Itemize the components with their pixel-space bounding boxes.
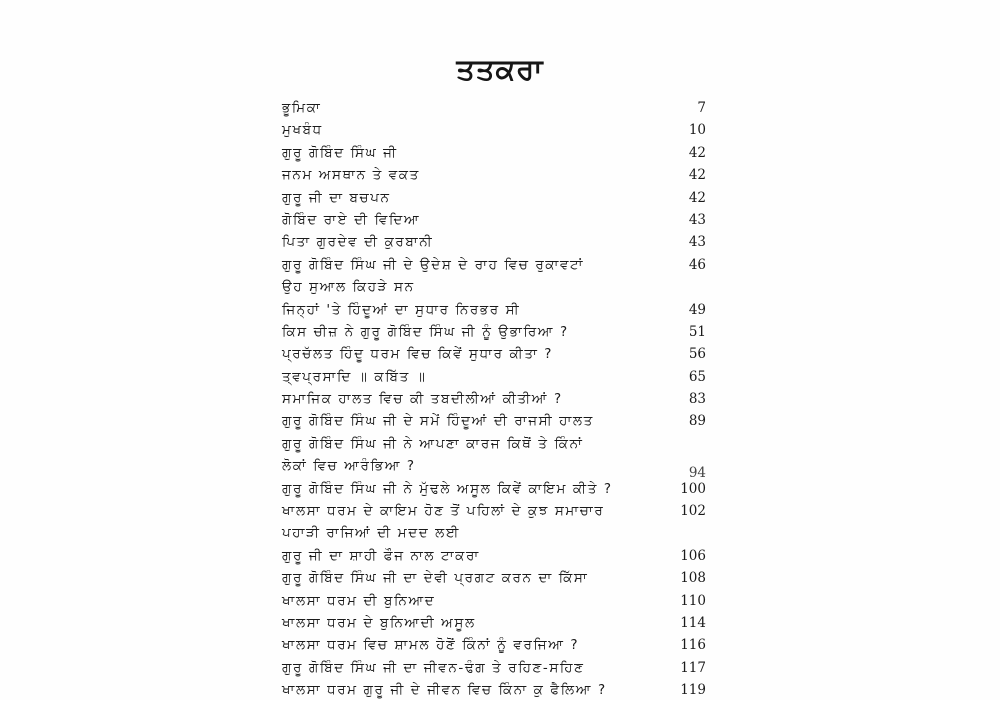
toc-entry-label: ਜਿਨ੍ਹਾਂ 'ਤੇ ਹਿੰਦੂਆਂ ਦਾ ਸੁਧਾਰ ਨਿਰਭਰ ਸੀ (282, 301, 521, 318)
toc-entry (282, 254, 706, 276)
toc-entry-label: ਸਮਾਜਿਕ ਹਾਲਤ ਵਿਚ ਕੀ ਤਬਦੀਲੀਆਂ ਕੀਤੀਆਂ ? (282, 391, 563, 408)
toc-entry (282, 634, 706, 656)
toc-entry (282, 679, 706, 701)
toc-entry-label: ਗੁਰੂ ਗੋਬਿੰਦ ਸਿੰਘ ਜੀ (282, 144, 398, 161)
toc-entry-label: ਮੁਖਬੰਧ (282, 122, 323, 139)
toc-entry-label: ਖਾਲਸਾ ਧਰਮ ਗੁਰੂ ਜੀ ਦੇ ਜੀਵਨ ਵਿਚ ਕਿੰਨਾ ਕੁ ਫੈਲਿਆ ? (282, 682, 607, 699)
toc-entry-label: ਗੁਰੂ ਜੀ ਦਾ ਸ਼ਾਹੀ ਫੌਜ ਨਾਲ ਟਾਕਰਾ (282, 547, 480, 564)
toc-entry-page-number: 7 (697, 100, 706, 116)
toc-entry-page-number: 116 (680, 637, 706, 654)
toc-entry-label: ਜਨਮ ਅਸਥਾਨ ਤੇ ਵਕਤ (282, 167, 420, 184)
toc-entry-page-number: 10 (688, 122, 706, 139)
toc-entry-label: ਖਾਲਸਾ ਧਰਮ ਦੀ ਬੁਨਿਆਦ (282, 592, 436, 609)
toc-entry-page-number: 42 (688, 144, 706, 161)
toc-entry (282, 545, 706, 567)
toc-entry (282, 478, 706, 500)
toc-entry-page-number: 110 (680, 592, 706, 609)
toc-entry-label: ਗੁਰੂ ਗੋਬਿੰਦ ਸਿੰਘ ਜੀ ਦੇ ਸਮੇਂ ਹਿੰਦੂਆਂ ਦੀ ਰਾਜਸੀ ਹਾਲਤ (282, 413, 594, 430)
toc-entry (282, 657, 706, 679)
toc-entry-page-number: 108 (680, 570, 706, 587)
toc-entry (282, 209, 706, 231)
toc-entry-label: ਪਹਾੜੀ ਰਾਜਿਆਂ ਦੀ ਮਦਦ ਲਈ (282, 525, 461, 542)
toc-entry-label: ਖਾਲਸਾ ਧਰਮ ਵਿਚ ਸ਼ਾਮਲ ਹੋਣੋਂ ਕਿੰਨਾਂ ਨੂੰ ਵਰਜਿਆ ? (282, 637, 580, 654)
toc-entry (282, 366, 706, 388)
toc-entry-page-number: 119 (680, 682, 706, 699)
toc-entry (282, 299, 706, 321)
toc-entry-label: ਗੁਰੂ ਗੋਬਿੰਦ ਸਿੰਘ ਜੀ ਦਾ ਜੀਵਨ-ਢੰਗ ਤੇ ਰਹਿਣ-ਸਹਿਣ (282, 659, 585, 676)
toc-entry (282, 500, 706, 522)
toc-entry (282, 187, 706, 209)
toc-entry-label: ਗੋਬਿੰਦ ਰਾਏ ਦੀ ਵਿਦਿਆ (282, 211, 421, 228)
toc-entry (282, 321, 706, 343)
toc-entry-page-number: 42 (688, 189, 706, 206)
toc-entry-page-number: 100 (680, 480, 706, 497)
toc-entry-label: ਉਹ ਸੁਆਲ ਕਿਹੜੇ ਸਨ (282, 279, 415, 296)
toc-entry-page-number: 43 (688, 211, 706, 228)
toc-entry-label: ਗੁਰੂ ਗੋਬਿੰਦ ਸਿੰਘ ਜੀ ਨੇ ਮੁੱਢਲੇ ਅਸੂਲ ਕਿਵੇਂ ਕਾਇਮ ਕੀਤੇ ? (282, 480, 613, 497)
toc-entry-label: ਕਿਸ ਚੀਜ਼ ਨੇ ਗੁਰੂ ਗੋਬਿੰਦ ਸਿੰਘ ਜੀ ਨੂੰ ਉਭਾਰਿਆ ? (282, 323, 569, 340)
toc-entry (282, 567, 706, 589)
toc-entry-label: ਪ੍ਰਚੱਲਤ ਹਿੰਦੂ ਧਰਮ ਵਿਚ ਕਿਵੇਂ ਸੁਧਾਰ ਕੀਤਾ ? (282, 346, 554, 363)
toc-entry (282, 142, 706, 164)
toc-entry-label: ਲੋਕਾਂ ਵਿਚ ਆਰੰਭਿਆ ? (282, 458, 416, 475)
toc-entry-page-number: 46 (688, 256, 706, 273)
toc-entry (282, 343, 706, 365)
toc-entry-label: ਖਾਲਸਾ ਧਰਮ ਦੇ ਬੁਨਿਆਦੀ ਅਸੂਲ (282, 614, 476, 631)
toc-entry (282, 433, 706, 455)
toc-entry (282, 590, 706, 612)
toc-entry-page-number: 102 (680, 503, 706, 520)
toc-entry (282, 522, 706, 544)
toc-entry (282, 388, 706, 410)
toc-entry-page-number: 51 (688, 323, 706, 340)
toc-entry (282, 231, 706, 253)
toc-entry-page-number: 89 (688, 413, 706, 430)
toc-entry (282, 276, 706, 298)
toc-entry-page-number: 65 (688, 368, 706, 385)
toc-entry-page-number: 117 (680, 659, 706, 676)
toc-entry (282, 455, 706, 482)
toc-entry-label: ਖਾਲਸਾ ਧਰਮ ਦੇ ਕਾਇਮ ਹੋਣ ਤੋਂ ਪਹਿਲਾਂ ਦੇ ਕੁਝ ਸਮਾਚਾਰ (282, 503, 605, 520)
toc-entry-page-number: 83 (688, 391, 706, 408)
toc-title: ਤਤਕਰਾ (456, 52, 544, 86)
toc-entry-page-number: 49 (688, 301, 706, 318)
toc-entry (282, 612, 706, 634)
toc-entry-label: ਪਿਤਾ ਗੁਰਦੇਵ ਦੀ ਕੁਰਬਾਨੀ (282, 234, 434, 251)
toc-entry-page-number: 106 (680, 547, 706, 564)
toc-entry-label: ਗੁਰੂ ਗੋਬਿੰਦ ਸਿੰਘ ਜੀ ਨੇ ਆਪਣਾ ਕਾਰਜ ਕਿਥੋਂ ਤੇ ਕਿੰਨਾਂ (282, 435, 584, 452)
toc-entry-label: ਗੁਰੂ ਗੋਬਿੰਦ ਸਿੰਘ ਜੀ ਦਾ ਦੇਵੀ ਪ੍ਰਗਟ ਕਰਨ ਦਾ ਕਿੱਸਾ (282, 570, 589, 587)
toc-entry-page-number: 114 (680, 614, 706, 631)
toc-entry-page-number: 94 (688, 465, 706, 482)
toc-entry-page-number: 42 (688, 167, 706, 184)
toc-entry-label: ਭੂਮਿਕਾ (282, 100, 322, 116)
toc-entry-page-number: 43 (688, 234, 706, 251)
toc-entry (282, 164, 706, 186)
toc-entry-label: ਗੁਰੂ ਜੀ ਦਾ ਬਚਪਨ (282, 189, 391, 206)
toc-entry-label: ਗੁਰੂ ਗੋਬਿੰਦ ਸਿੰਘ ਜੀ ਦੇ ਉਦੇਸ਼ ਦੇ ਰਾਹ ਵਿਚ ਰੁਕਾਵਟਾਂ (282, 256, 585, 273)
toc-entry (282, 119, 706, 141)
toc-entry-label: ਤ੍ਵਪ੍ਰਸਾਦਿ ॥ ਕਬਿੱਤ ॥ (282, 368, 427, 385)
table-of-contents (282, 97, 706, 702)
toc-entry-page-number: 56 (688, 346, 706, 363)
toc-entry (282, 410, 706, 432)
toc-entry (282, 97, 706, 119)
